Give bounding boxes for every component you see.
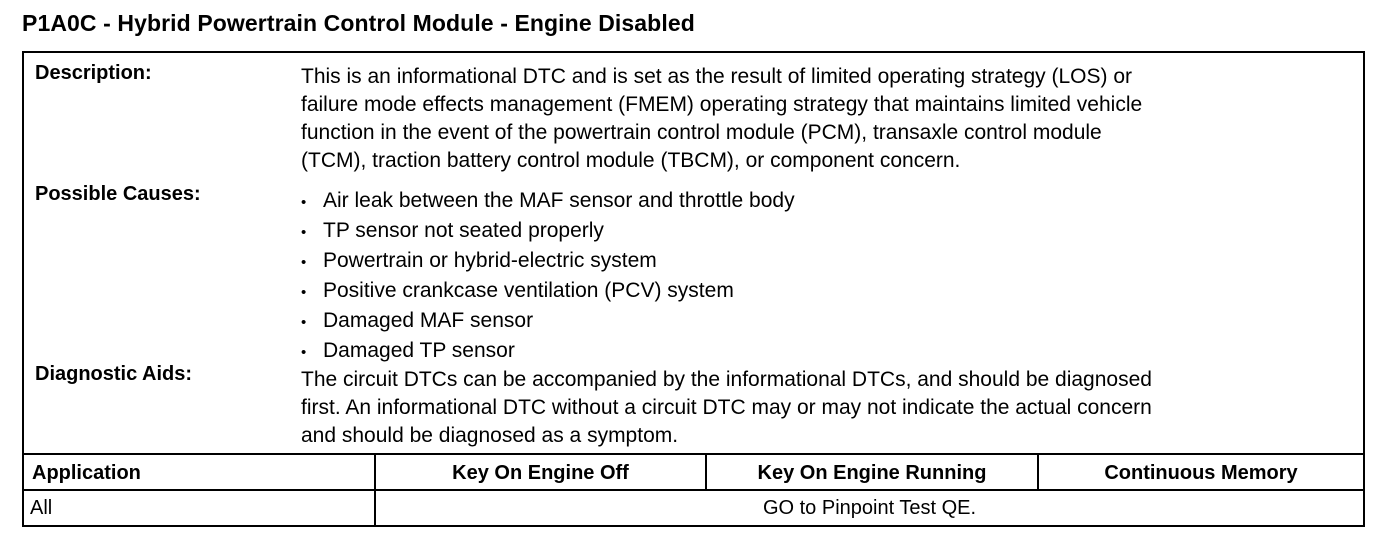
description-line: (TCM), traction battery control module (TBCM), or component concern. bbox=[301, 149, 961, 172]
header-key-on-engine-off: Key On Engine Off bbox=[452, 462, 629, 484]
list-item: • Positive crankcase ventilation (PCV) system bbox=[301, 277, 795, 307]
possible-causes-label: Possible Causes: bbox=[35, 183, 201, 205]
list-item: • Damaged MAF sensor bbox=[301, 307, 795, 337]
table-top-divider bbox=[24, 453, 1363, 455]
cell-application: All bbox=[30, 497, 53, 519]
description-label: Description: bbox=[35, 62, 152, 84]
description-line: failure mode effects management (FMEM) operating strategy that maintains limited vehicle bbox=[301, 93, 1143, 116]
description-line: function in the event of the powertrain control module (PCM), transaxle control module bbox=[301, 121, 1102, 144]
description-line: This is an informational DTC and is set as the result of limited operating strategy (LOS) or bbox=[301, 65, 1133, 88]
cell-action: GO to Pinpoint Test QE. bbox=[762, 497, 977, 519]
dtc-info-box bbox=[22, 51, 1365, 527]
diagnostic-aids-line: and should be diagnosed as a symptom. bbox=[301, 424, 679, 447]
list-item: • Damaged TP sensor bbox=[301, 337, 795, 367]
diagnostic-aids-line: The circuit DTCs can be accompanied by the informational DTCs, and should be diagnosed bbox=[301, 368, 1152, 391]
diagnostic-aids-label: Diagnostic Aids: bbox=[35, 363, 193, 385]
list-item: • Powertrain or hybrid-electric system bbox=[301, 247, 795, 277]
list-item: • Air leak between the MAF sensor and throttle body bbox=[301, 187, 795, 217]
list-item: • TP sensor not seated properly bbox=[301, 217, 795, 247]
possible-causes-list bbox=[301, 187, 795, 367]
description-text bbox=[301, 63, 1142, 175]
diagnostic-aids-text bbox=[301, 366, 1152, 450]
header-continuous-memory: Continuous Memory bbox=[1104, 462, 1298, 484]
header-key-on-engine-running: Key On Engine Running bbox=[757, 462, 987, 484]
diagnostic-aids-line: first. An informational DTC without a circuit DTC may or may not indicate the actual concern bbox=[301, 396, 1152, 419]
header-application: Application bbox=[32, 462, 141, 484]
page-title: P1A0C - Hybrid Powertrain Control Module - Engine Disabled bbox=[22, 10, 695, 36]
